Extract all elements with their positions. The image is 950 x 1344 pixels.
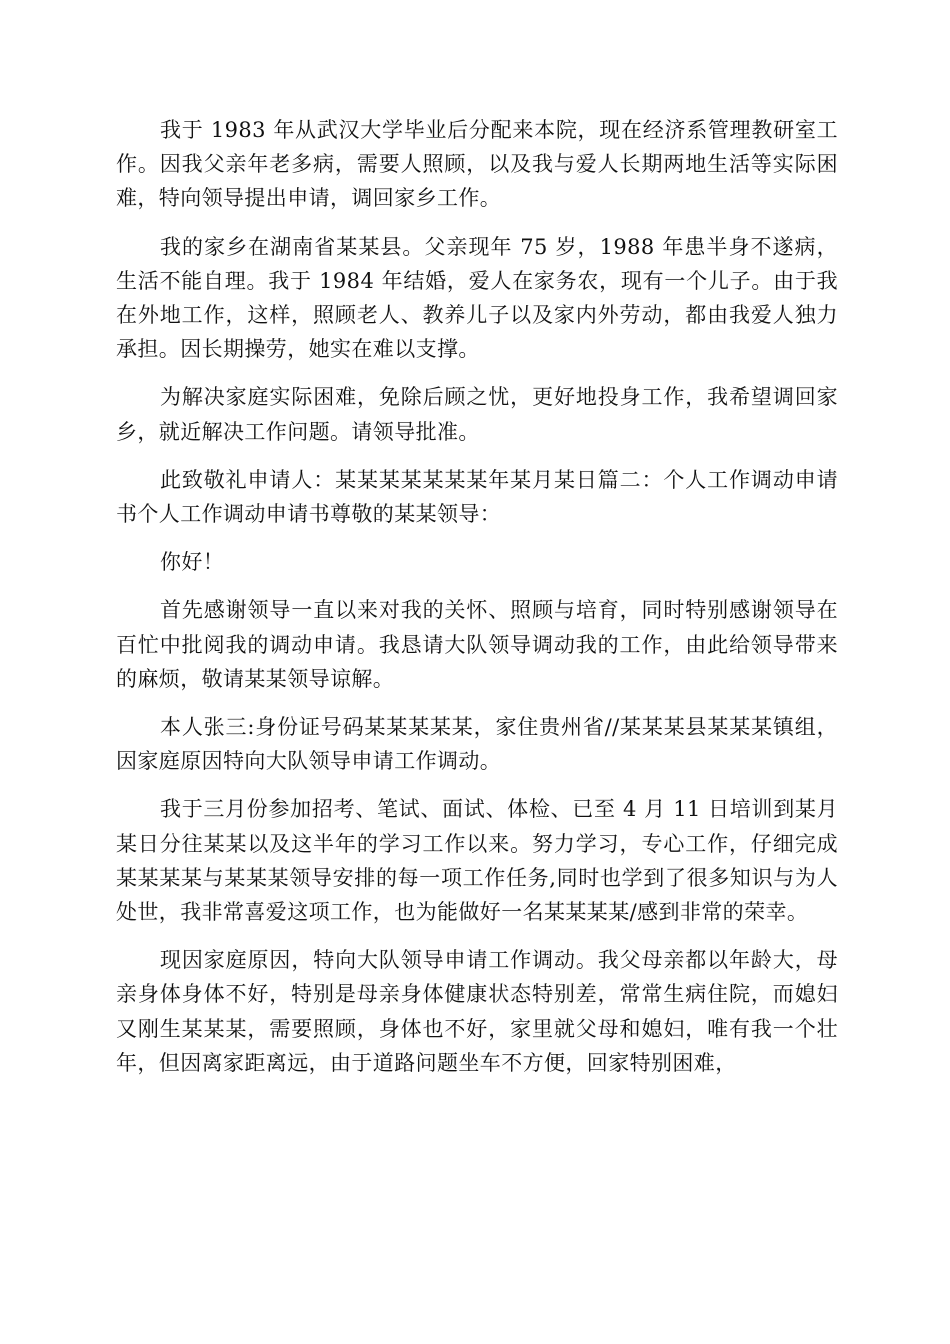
paragraph: 我的家乡在湖南省某某县。父亲现年 75 岁，1988 年患半身不遂病，生活不能自理。我于 1984 年结婚，爱人在家务农，现有一个儿子。由于我在外地工作，这样，照顾老人、教养儿子以及家内外劳动，都由我爱人独力承担。因长期操劳，她实在难以支撑。: [116, 234, 838, 362]
paragraph: 本人张三:身份证号码某某某某某，家住贵州省//某某某县某某某镇组，因家庭原因特向大队领导申请工作调动。: [116, 715, 838, 774]
paragraph: 为解决家庭实际困难，免除后顾之忧，更好地投身工作，我希望调回家乡，就近解决工作问题。请领导批准。: [116, 385, 838, 444]
paragraph: 我于 1983 年从武汉大学毕业后分配来本院，现在经济系管理教研室工作。因我父亲年老多病，需要人照顾，以及我与爱人长期两地生活等实际困难，特向领导提出申请，调回家乡工作。: [116, 118, 838, 211]
document-body: [116, 113, 838, 1094]
paragraph: 现因家庭原因，特向大队领导申请工作调动。我父母亲都以年龄大，母亲身体身体不好，特别是母亲身体健康状态特别差，常常生病住院，而媳妇又刚生某某某，需要照顾，身体也不好，家里就父母和媳妇，唯有我一个壮年，但因离家距离远，由于道路问题坐车不方便，回家特别困难，: [116, 948, 838, 1075]
paragraph: 我于三月份参加招考、笔试、面试、体检、已至 4 月 11 日培训到某月某日分往某某以及这半年的学习工作以来。努力学习，专心工作，仔细完成某某某某与某某某领导安排的每一项工作任务,同时也学到了很多知识与为人处世，我非常喜爱这项工作，也为能做好一名某某某某/感到非常的荣幸。: [116, 797, 838, 925]
paragraph: 此致敬礼申请人：某某某某某某某年某月某日篇二：个人工作调动申请书个人工作调动申请书尊敬的某某领导：: [116, 467, 838, 527]
paragraph: 首先感谢领导一直以来对我的关怀、照顾与培育，同时特别感谢领导在百忙中批阅我的调动申请。我恳请大队领导调动我的工作，由此给领导带来的麻烦，敬请某某领导谅解。: [116, 598, 838, 691]
greeting: 你好！: [160, 550, 225, 575]
